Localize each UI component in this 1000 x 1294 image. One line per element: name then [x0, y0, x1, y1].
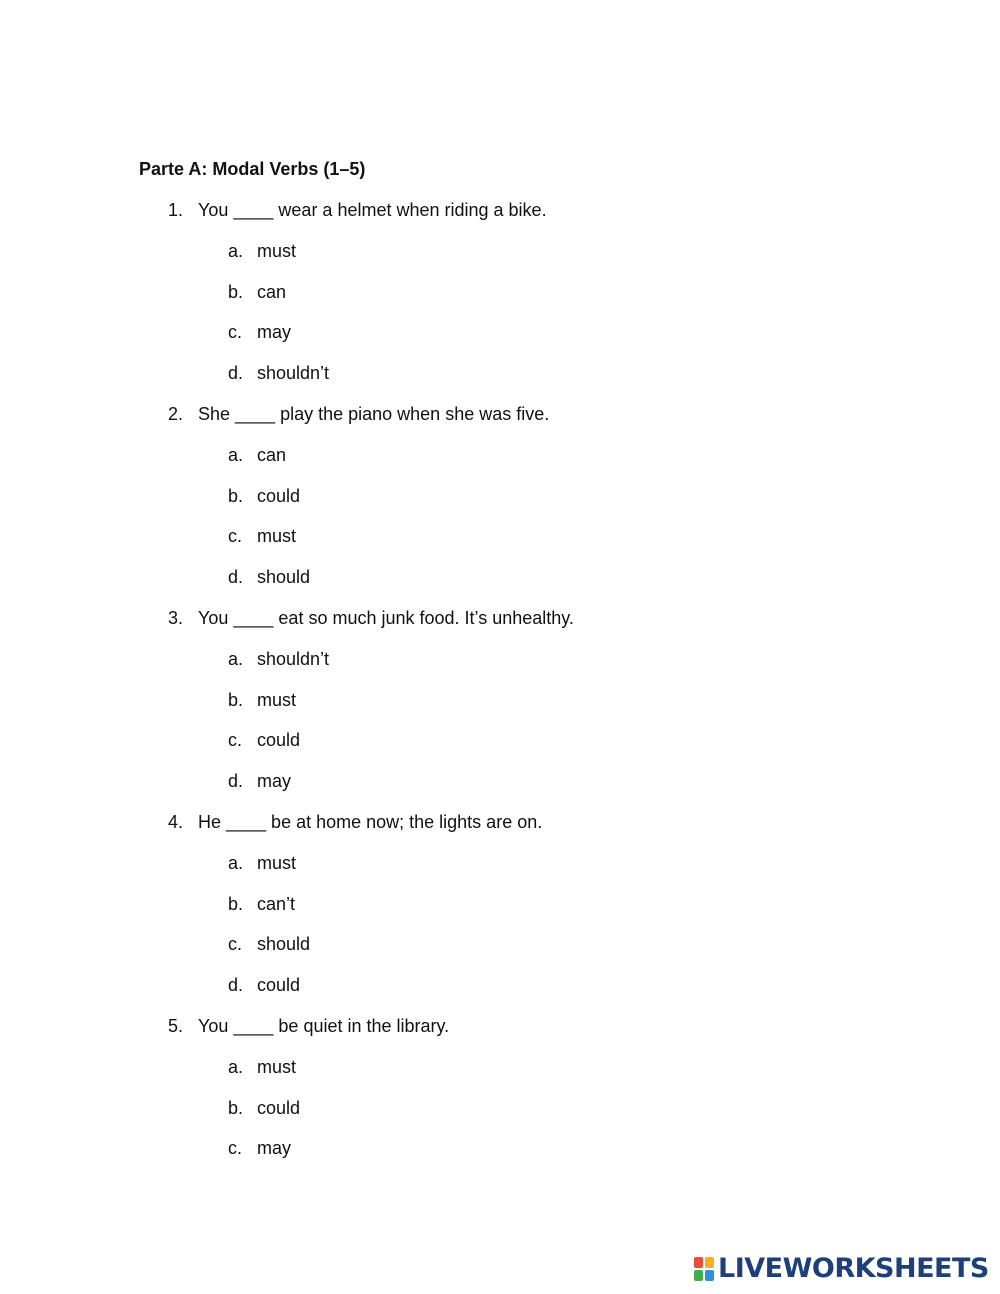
logo-icon-square-blue	[705, 1270, 714, 1281]
answer-option[interactable]	[0, 729, 1000, 751]
question-number: 4.	[168, 812, 184, 832]
option-letter: a.	[228, 241, 244, 261]
option-letter: c.	[228, 322, 243, 342]
option-letter: c.	[228, 526, 243, 546]
option-letter: a.	[228, 1057, 244, 1077]
option-text: can’t	[257, 894, 296, 914]
question-item	[0, 403, 1000, 425]
option-letter: a.	[228, 445, 244, 465]
answer-option[interactable]	[0, 281, 1000, 303]
answer-option[interactable]	[0, 362, 1000, 384]
answer-option[interactable]	[0, 525, 1000, 547]
question-text: You ____ wear a helmet when riding a bike.	[198, 200, 547, 220]
option-text: must	[257, 526, 297, 546]
answer-option[interactable]	[0, 648, 1000, 670]
option-text: may	[257, 1138, 292, 1158]
question-number: 2.	[168, 404, 184, 424]
option-text: may	[257, 771, 292, 791]
question-item	[0, 607, 1000, 629]
option-text: could	[257, 975, 301, 995]
answer-option[interactable]	[0, 1137, 1000, 1159]
option-letter: a.	[228, 853, 244, 873]
option-text: can	[257, 282, 287, 302]
section-title: Parte A: Modal Verbs (1–5)	[139, 159, 366, 179]
question-text: He ____ be at home now; the lights are on.	[198, 812, 543, 832]
option-letter: d.	[228, 567, 244, 587]
option-letter: c.	[228, 1138, 243, 1158]
answer-option[interactable]	[0, 444, 1000, 466]
option-letter: b.	[228, 282, 244, 302]
answer-option[interactable]	[0, 240, 1000, 262]
question-number: 5.	[168, 1016, 184, 1036]
answer-option[interactable]	[0, 321, 1000, 343]
logo-icon-square-green	[694, 1270, 703, 1281]
liveworksheets-logo-icon	[694, 1257, 714, 1281]
option-text: should	[257, 567, 311, 587]
option-letter: b.	[228, 690, 244, 710]
option-letter: a.	[228, 649, 244, 669]
option-text: must	[257, 853, 297, 873]
answer-option[interactable]	[0, 933, 1000, 955]
question-item	[0, 199, 1000, 221]
option-letter: b.	[228, 894, 244, 914]
option-text: must	[257, 690, 297, 710]
option-letter: c.	[228, 934, 243, 954]
logo-icon-square-red	[694, 1257, 703, 1268]
option-text: may	[257, 322, 292, 342]
liveworksheets-logo	[694, 1254, 989, 1284]
question-item	[0, 1015, 1000, 1037]
option-letter: b.	[228, 1098, 244, 1118]
answer-option[interactable]	[0, 485, 1000, 507]
option-letter: d.	[228, 771, 244, 791]
option-letter: b.	[228, 486, 244, 506]
option-text: could	[257, 730, 301, 750]
question-text: You ____ be quiet in the library.	[198, 1016, 450, 1036]
option-text: could	[257, 486, 301, 506]
option-text: shouldn’t	[257, 363, 330, 383]
option-text: must	[257, 1057, 297, 1077]
answer-option[interactable]	[0, 689, 1000, 711]
option-text: can	[257, 445, 287, 465]
answer-option[interactable]	[0, 1056, 1000, 1078]
answer-option[interactable]	[0, 566, 1000, 588]
option-text: must	[257, 241, 297, 261]
option-letter: c.	[228, 730, 243, 750]
question-text: She ____ play the piano when she was five.	[198, 404, 550, 424]
answer-option[interactable]	[0, 852, 1000, 874]
option-text: could	[257, 1098, 301, 1118]
question-text: You ____ eat so much junk food. It’s unhealthy.	[198, 608, 574, 628]
answer-option[interactable]	[0, 893, 1000, 915]
option-letter: d.	[228, 975, 244, 995]
option-text: should	[257, 934, 311, 954]
answer-option[interactable]	[0, 974, 1000, 996]
option-letter: d.	[228, 363, 244, 383]
option-text: shouldn’t	[257, 649, 330, 669]
question-number: 3.	[168, 608, 184, 628]
logo-text: LIVEWORKSHEETS	[718, 1253, 989, 1284]
answer-option[interactable]	[0, 770, 1000, 792]
question-item	[0, 811, 1000, 833]
logo-icon-square-yellow	[705, 1257, 714, 1268]
answer-option[interactable]	[0, 1097, 1000, 1119]
question-number: 1.	[168, 200, 184, 220]
